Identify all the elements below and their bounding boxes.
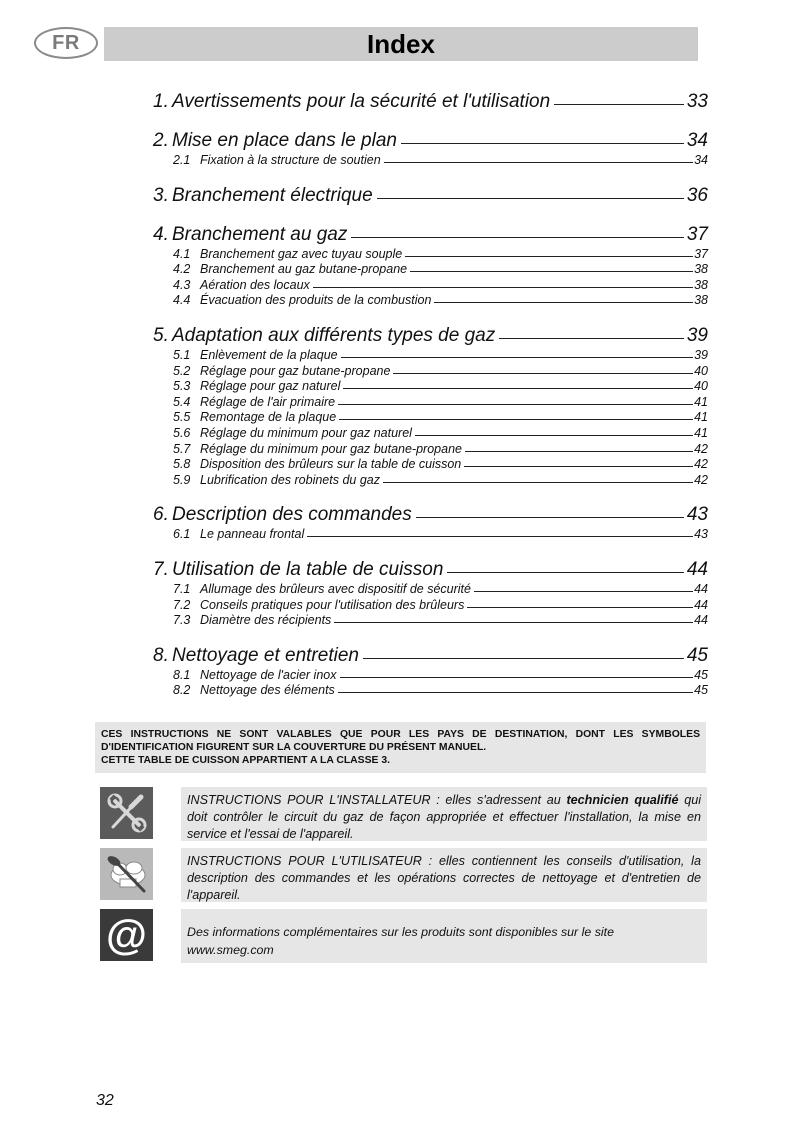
info-box-website xyxy=(100,909,707,963)
toc-subsection-row[interactable] xyxy=(153,395,708,411)
toc-page-number: 45 xyxy=(694,683,708,698)
toc-page-number: 44 xyxy=(694,613,708,628)
toc-section-row[interactable] xyxy=(153,90,708,114)
toc-subsection-title: Réglage pour gaz butane-propane xyxy=(200,363,391,378)
toc-subsection-row[interactable] xyxy=(153,582,708,598)
toc-subsection-number: 5.6 xyxy=(173,425,191,440)
toc-subsection-row[interactable] xyxy=(153,683,708,699)
toc-subsection-title: Branchement gaz avec tuyau souple xyxy=(200,246,403,261)
toc-section-title: Description des commandes xyxy=(172,504,412,526)
table-of-contents xyxy=(153,90,708,714)
toc-section-number: 7. xyxy=(153,558,169,580)
language-badge-label: FR xyxy=(52,31,80,54)
toc-section xyxy=(153,644,708,699)
toc-subsection-row[interactable] xyxy=(153,442,708,458)
toc-subsection-number: 5.9 xyxy=(173,472,191,487)
toc-page-number: 33 xyxy=(686,91,708,112)
website-info-line: Des informations complémentaires sur les produits sont disponibles sur le site xyxy=(187,925,614,939)
toc-section-title: Branchement au gaz xyxy=(172,223,348,245)
toc-leader-line xyxy=(339,419,693,420)
toc-subsection-row[interactable] xyxy=(153,527,708,543)
toc-section xyxy=(153,129,708,169)
toc-section-number: 5. xyxy=(153,324,169,346)
toc-subsection-title: Branchement au gaz butane-propane xyxy=(200,262,408,277)
toc-leader-line xyxy=(338,404,693,405)
toc-leader-line xyxy=(340,677,694,678)
toc-subsection-number: 5.3 xyxy=(173,379,191,394)
toc-subsection-number: 4.4 xyxy=(173,293,191,308)
toc-subsection-number: 2.1 xyxy=(173,153,191,167)
toc-subsection-number: 7.3 xyxy=(173,613,191,628)
info-box-user xyxy=(100,848,707,902)
toc-subsection-title: Remontage de la plaque xyxy=(200,410,337,425)
toc-section-number: 3. xyxy=(153,184,169,206)
toc-leader-line xyxy=(465,451,693,452)
toc-subsection-row[interactable] xyxy=(153,348,708,364)
language-badge xyxy=(34,27,98,59)
info-box-installer xyxy=(100,787,707,841)
toc-subsection-number: 5.7 xyxy=(173,441,191,456)
toc-page-number: 41 xyxy=(694,394,708,409)
toc-page-number: 36 xyxy=(686,184,708,206)
toc-subsection-number: 4.1 xyxy=(173,246,191,261)
toc-page-number: 38 xyxy=(694,277,708,292)
toc-section-row[interactable] xyxy=(153,324,708,348)
toc-subsection-row[interactable] xyxy=(153,473,708,489)
toc-subsection-title: Réglage du minimum pour gaz butane-propane xyxy=(200,441,462,456)
toc-leader-line xyxy=(499,338,684,339)
toc-leader-line xyxy=(416,517,684,518)
toc-section xyxy=(153,558,708,629)
installer-text-start: INSTRUCTIONS POUR L'INSTALLATEUR : elles s'adressent au xyxy=(187,793,567,807)
toc-subsection-number: 7.2 xyxy=(173,597,191,612)
toc-subsection-number: 4.2 xyxy=(173,262,191,277)
toc-leader-line xyxy=(384,162,693,163)
toc-page-number: 37 xyxy=(686,223,708,245)
toc-leader-line xyxy=(405,256,693,257)
toc-subsection-number: 8.1 xyxy=(173,667,191,682)
toc-subsection-title: Aération des locaux xyxy=(200,277,310,292)
toc-page-number: 42 xyxy=(694,472,708,487)
toc-subsection-row[interactable] xyxy=(153,364,708,380)
website-link[interactable]: www.smeg.com xyxy=(187,943,274,957)
toc-subsection-number: 5.8 xyxy=(173,457,191,472)
toc-page-number: 43 xyxy=(686,504,708,526)
toc-section-title: Mise en place dans le plan xyxy=(172,130,397,151)
toc-section-row[interactable] xyxy=(153,223,708,247)
toc-subsection-number: 4.3 xyxy=(173,277,191,292)
toc-leader-line xyxy=(351,237,684,238)
toc-page-number: 42 xyxy=(694,441,708,456)
toc-subsection-row[interactable] xyxy=(153,598,708,614)
toc-section-number: 4. xyxy=(153,223,169,245)
toc-section-number: 8. xyxy=(153,644,169,666)
toc-leader-line xyxy=(447,572,683,573)
toc-leader-line xyxy=(410,271,693,272)
toc-section-row[interactable] xyxy=(153,644,708,668)
toc-page-number: 41 xyxy=(694,410,708,425)
toc-subsection-title: Évacuation des produits de la combustion xyxy=(200,293,432,308)
toc-page-number: 39 xyxy=(686,324,708,346)
toc-subsection-title: Enlèvement de la plaque xyxy=(200,347,338,362)
toc-page-number: 39 xyxy=(694,347,708,362)
page-number: 32 xyxy=(96,1092,114,1109)
toc-page-number: 42 xyxy=(694,457,708,472)
toc-subsection-number: 5.1 xyxy=(173,347,191,362)
toc-subsection-title: Réglage du minimum pour gaz naturel xyxy=(200,425,412,440)
toc-leader-line xyxy=(341,357,693,358)
toc-section xyxy=(153,184,708,208)
toc-section xyxy=(153,223,708,309)
toc-leader-line xyxy=(474,591,693,592)
toc-leader-line xyxy=(338,692,693,693)
toc-subsection-title: Fixation à la structure de soutien xyxy=(200,153,381,167)
toc-subsection-title: Diamètre des récipients xyxy=(200,613,332,628)
toc-subsection-title: Nettoyage de l'acier inox xyxy=(200,667,337,682)
toc-subsection-row[interactable] xyxy=(153,262,708,278)
toc-leader-line xyxy=(401,143,684,144)
installer-text-bold: technicien qualifié xyxy=(566,793,679,807)
toc-section-title: Branchement électrique xyxy=(172,184,373,206)
toc-page-number: 44 xyxy=(694,581,708,596)
toc-subsection-number: 5.2 xyxy=(173,363,191,378)
toc-section-title: Nettoyage et entretien xyxy=(172,644,359,666)
toc-subsection-title: Conseils pratiques pour l'utilisation des brûleurs xyxy=(200,597,465,612)
toc-subsection-number: 5.4 xyxy=(173,394,191,409)
toc-page-number: 44 xyxy=(694,597,708,612)
toc-page-number: 37 xyxy=(694,246,708,261)
toc-section-row[interactable] xyxy=(153,184,708,208)
toc-section-row[interactable] xyxy=(153,503,708,527)
toc-subsection-title: Lubrification des robinets du gaz xyxy=(200,472,380,487)
toc-leader-line xyxy=(464,466,693,467)
toc-leader-line xyxy=(343,388,693,389)
toc-subsection-number: 6.1 xyxy=(173,527,191,542)
toc-subsection-title: Réglage de l'air primaire xyxy=(200,394,336,409)
toc-subsection-row[interactable] xyxy=(153,457,708,473)
toc-leader-line xyxy=(383,482,693,483)
toc-section-title: Avertissements pour la sécurité et l'utilisation xyxy=(172,91,551,112)
toc-subsection-title: Nettoyage des éléments xyxy=(200,683,335,698)
tools-icon xyxy=(100,787,153,839)
toc-page-number: 45 xyxy=(686,644,708,666)
toc-page-number: 43 xyxy=(694,527,708,542)
toc-subsection-row[interactable] xyxy=(153,247,708,263)
toc-section xyxy=(153,503,708,543)
at-sign-icon: @ xyxy=(100,909,153,961)
toc-section-title: Adaptation aux différents types de gaz xyxy=(172,324,496,346)
toc-subsection-row[interactable] xyxy=(153,293,708,309)
toc-page-number: 34 xyxy=(686,130,708,151)
toc-leader-line xyxy=(393,373,693,374)
toc-leader-line xyxy=(334,622,693,623)
notice-line-2: CETTE TABLE DE CUISSON APPARTIENT A LA CLASSE 3. xyxy=(101,755,391,766)
toc-subsection-row[interactable] xyxy=(153,153,708,169)
toc-subsection-row[interactable] xyxy=(153,278,708,294)
toc-leader-line xyxy=(307,536,693,537)
toc-leader-line xyxy=(415,435,693,436)
toc-section xyxy=(153,90,708,114)
page-title: Index xyxy=(367,28,435,59)
toc-subsection-title: Allumage des brûleurs avec dispositif de sécurité xyxy=(200,581,471,596)
toc-section-number: 2. xyxy=(153,130,169,151)
toc-section-title: Utilisation de la table de cuisson xyxy=(172,558,444,580)
toc-section-number: 1. xyxy=(153,91,169,112)
installer-text-end: qui doit contrôler le circuit du gaz de façon appropriée et effectuer l'installation, la mise en service et l'essai de l'appareil. xyxy=(187,793,702,841)
validity-notice xyxy=(95,722,706,773)
installer-instructions-text xyxy=(181,787,707,841)
toc-section-row[interactable] xyxy=(153,129,708,153)
page-title-bar xyxy=(104,27,698,61)
toc-section xyxy=(153,324,708,488)
toc-page-number: 45 xyxy=(694,667,708,682)
toc-leader-line xyxy=(377,198,684,199)
toc-subsection-title: Réglage pour gaz naturel xyxy=(200,379,341,394)
toc-page-number: 44 xyxy=(686,558,708,580)
toc-leader-line xyxy=(467,607,693,608)
toc-page-number: 41 xyxy=(694,425,708,440)
toc-page-number: 40 xyxy=(694,363,708,378)
user-instructions-text: INSTRUCTIONS POUR L'UTILISATEUR : elles contiennent les conseils d'utilisation, la description des commandes et les opérations correctes de nettoyage et d'entretien de l'appareil. xyxy=(181,848,707,902)
toc-section-number: 6. xyxy=(153,504,169,526)
toc-page-number: 34 xyxy=(694,153,708,167)
toc-page-number: 38 xyxy=(694,262,708,277)
toc-subsection-number: 8.2 xyxy=(173,683,191,698)
toc-leader-line xyxy=(313,287,693,288)
website-info-text xyxy=(181,909,707,963)
toc-page-number: 40 xyxy=(694,379,708,394)
toc-subsection-row[interactable] xyxy=(153,410,708,426)
toc-subsection-number: 5.5 xyxy=(173,410,191,425)
toc-leader-line xyxy=(434,302,693,303)
chef-spoon-icon xyxy=(100,848,153,900)
toc-subsection-row[interactable] xyxy=(153,426,708,442)
toc-subsection-row[interactable] xyxy=(153,613,708,629)
toc-subsection-row[interactable] xyxy=(153,668,708,684)
toc-subsection-number: 7.1 xyxy=(173,581,191,596)
notice-line-1: CES INSTRUCTIONS NE SONT VALABLES QUE POUR LES PAYS DE DESTINATION, DONT LES SYMBOLES D'IDENTIFICATION FIGURENT SUR LA COUVERTURE DU PRÉSENT MANUEL. xyxy=(101,729,700,753)
toc-section-row[interactable] xyxy=(153,558,708,582)
toc-page-number: 38 xyxy=(694,293,708,308)
toc-subsection-title: Le panneau frontal xyxy=(200,527,305,542)
toc-leader-line xyxy=(554,104,684,105)
toc-leader-line xyxy=(363,658,684,659)
toc-subsection-title: Disposition des brûleurs sur la table de cuisson xyxy=(200,457,462,472)
toc-subsection-row[interactable] xyxy=(153,379,708,395)
